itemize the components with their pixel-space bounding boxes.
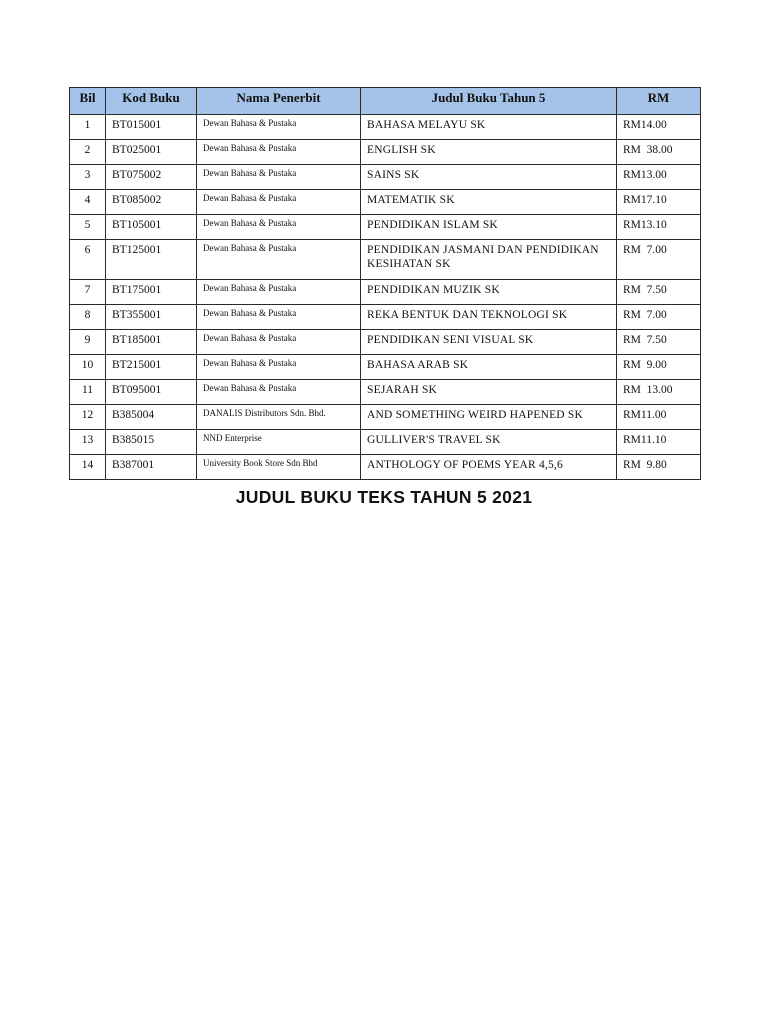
cell-kod-buku: BT085002 bbox=[106, 190, 197, 215]
cell-kod-buku: B385004 bbox=[106, 405, 197, 430]
cell-nama-penerbit: NND Enterprise bbox=[197, 430, 361, 455]
cell-judul-buku: PENDIDIKAN MUZIK SK bbox=[361, 280, 617, 305]
cell-kod-buku: BT185001 bbox=[106, 330, 197, 355]
cell-bil: 11 bbox=[70, 380, 106, 405]
table-row bbox=[70, 215, 701, 240]
cell-nama-penerbit: Dewan Bahasa & Pustaka bbox=[197, 140, 361, 165]
cell-rm: RM11.10 bbox=[617, 430, 701, 455]
header-judul-buku: Judul Buku Tahun 5 bbox=[361, 88, 617, 115]
cell-nama-penerbit: Dewan Bahasa & Pustaka bbox=[197, 115, 361, 140]
table-row bbox=[70, 280, 701, 305]
cell-bil: 6 bbox=[70, 240, 106, 280]
cell-rm: RM 13.00 bbox=[617, 380, 701, 405]
cell-rm: RM14.00 bbox=[617, 115, 701, 140]
cell-kod-buku: BT125001 bbox=[106, 240, 197, 280]
cell-bil: 12 bbox=[70, 405, 106, 430]
cell-nama-penerbit: Dewan Bahasa & Pustaka bbox=[197, 165, 361, 190]
cell-bil: 5 bbox=[70, 215, 106, 240]
cell-kod-buku: B387001 bbox=[106, 455, 197, 480]
cell-nama-penerbit: Dewan Bahasa & Pustaka bbox=[197, 215, 361, 240]
cell-rm: RM 7.50 bbox=[617, 280, 701, 305]
cell-rm: RM 9.00 bbox=[617, 355, 701, 380]
cell-judul-buku: AND SOMETHING WEIRD HAPENED SK bbox=[361, 405, 617, 430]
cell-bil: 3 bbox=[70, 165, 106, 190]
cell-bil: 2 bbox=[70, 140, 106, 165]
cell-nama-penerbit: Dewan Bahasa & Pustaka bbox=[197, 380, 361, 405]
table-row bbox=[70, 115, 701, 140]
table-row bbox=[70, 140, 701, 165]
cell-bil: 10 bbox=[70, 355, 106, 380]
cell-judul-buku: REKA BENTUK DAN TEKNOLOGI SK bbox=[361, 305, 617, 330]
cell-nama-penerbit: Dewan Bahasa & Pustaka bbox=[197, 355, 361, 380]
cell-rm: RM 7.00 bbox=[617, 305, 701, 330]
table-row bbox=[70, 405, 701, 430]
header-kod-buku: Kod Buku bbox=[106, 88, 197, 115]
cell-judul-buku: SAINS SK bbox=[361, 165, 617, 190]
book-table bbox=[69, 87, 701, 480]
cell-kod-buku: BT105001 bbox=[106, 215, 197, 240]
cell-judul-buku: PENDIDIKAN SENI VISUAL SK bbox=[361, 330, 617, 355]
table-row bbox=[70, 430, 701, 455]
cell-bil: 9 bbox=[70, 330, 106, 355]
table-row bbox=[70, 330, 701, 355]
table-header bbox=[70, 88, 701, 115]
cell-judul-buku: GULLIVER'S TRAVEL SK bbox=[361, 430, 617, 455]
cell-rm: RM11.00 bbox=[617, 405, 701, 430]
table-row bbox=[70, 240, 701, 280]
cell-bil: 4 bbox=[70, 190, 106, 215]
header-bil: Bil bbox=[70, 88, 106, 115]
cell-judul-buku: ANTHOLOGY OF POEMS YEAR 4,5,6 bbox=[361, 455, 617, 480]
cell-bil: 14 bbox=[70, 455, 106, 480]
page-title: JUDUL BUKU TEKS TAHUN 5 2021 bbox=[235, 487, 533, 507]
cell-kod-buku: BT215001 bbox=[106, 355, 197, 380]
cell-kod-buku: BT095001 bbox=[106, 380, 197, 405]
cell-rm: RM17.10 bbox=[617, 190, 701, 215]
cell-kod-buku: BT025001 bbox=[106, 140, 197, 165]
cell-nama-penerbit: Dewan Bahasa & Pustaka bbox=[197, 190, 361, 215]
cell-kod-buku: BT355001 bbox=[106, 305, 197, 330]
cell-bil: 1 bbox=[70, 115, 106, 140]
table-body bbox=[70, 115, 701, 480]
cell-nama-penerbit: Dewan Bahasa & Pustaka bbox=[197, 305, 361, 330]
table-row bbox=[70, 455, 701, 480]
cell-kod-buku: BT075002 bbox=[106, 165, 197, 190]
cell-kod-buku: BT175001 bbox=[106, 280, 197, 305]
cell-kod-buku: B385015 bbox=[106, 430, 197, 455]
table-row bbox=[70, 305, 701, 330]
cell-judul-buku: ENGLISH SK bbox=[361, 140, 617, 165]
cell-bil: 13 bbox=[70, 430, 106, 455]
cell-bil: 8 bbox=[70, 305, 106, 330]
header-row bbox=[70, 88, 701, 115]
cell-nama-penerbit: Dewan Bahasa & Pustaka bbox=[197, 240, 361, 280]
cell-rm: RM13.10 bbox=[617, 215, 701, 240]
table-row bbox=[70, 380, 701, 405]
cell-rm: RM 7.00 bbox=[617, 240, 701, 280]
cell-judul-buku: PENDIDIKAN JASMANI DAN PENDIDIKAN KESIHATAN SK bbox=[361, 240, 617, 280]
cell-nama-penerbit: University Book Store Sdn Bhd bbox=[197, 455, 361, 480]
cell-rm: RM 38.00 bbox=[617, 140, 701, 165]
header-nama-penerbit: Nama Penerbit bbox=[197, 88, 361, 115]
cell-bil: 7 bbox=[70, 280, 106, 305]
cell-judul-buku: BAHASA MELAYU SK bbox=[361, 115, 617, 140]
cell-judul-buku: PENDIDIKAN ISLAM SK bbox=[361, 215, 617, 240]
cell-nama-penerbit: Dewan Bahasa & Pustaka bbox=[197, 280, 361, 305]
cell-rm: RM 9.80 bbox=[617, 455, 701, 480]
table-row bbox=[70, 165, 701, 190]
table-row bbox=[70, 190, 701, 215]
cell-judul-buku: BAHASA ARAB SK bbox=[361, 355, 617, 380]
cell-judul-buku: SEJARAH SK bbox=[361, 380, 617, 405]
cell-rm: RM13.00 bbox=[617, 165, 701, 190]
table-row bbox=[70, 355, 701, 380]
cell-judul-buku: MATEMATIK SK bbox=[361, 190, 617, 215]
cell-nama-penerbit: Dewan Bahasa & Pustaka bbox=[197, 330, 361, 355]
cell-rm: RM 7.50 bbox=[617, 330, 701, 355]
cell-kod-buku: BT015001 bbox=[106, 115, 197, 140]
header-rm: RM bbox=[617, 88, 701, 115]
cell-nama-penerbit: DANALIS Distributors Sdn. Bhd. bbox=[197, 405, 361, 430]
